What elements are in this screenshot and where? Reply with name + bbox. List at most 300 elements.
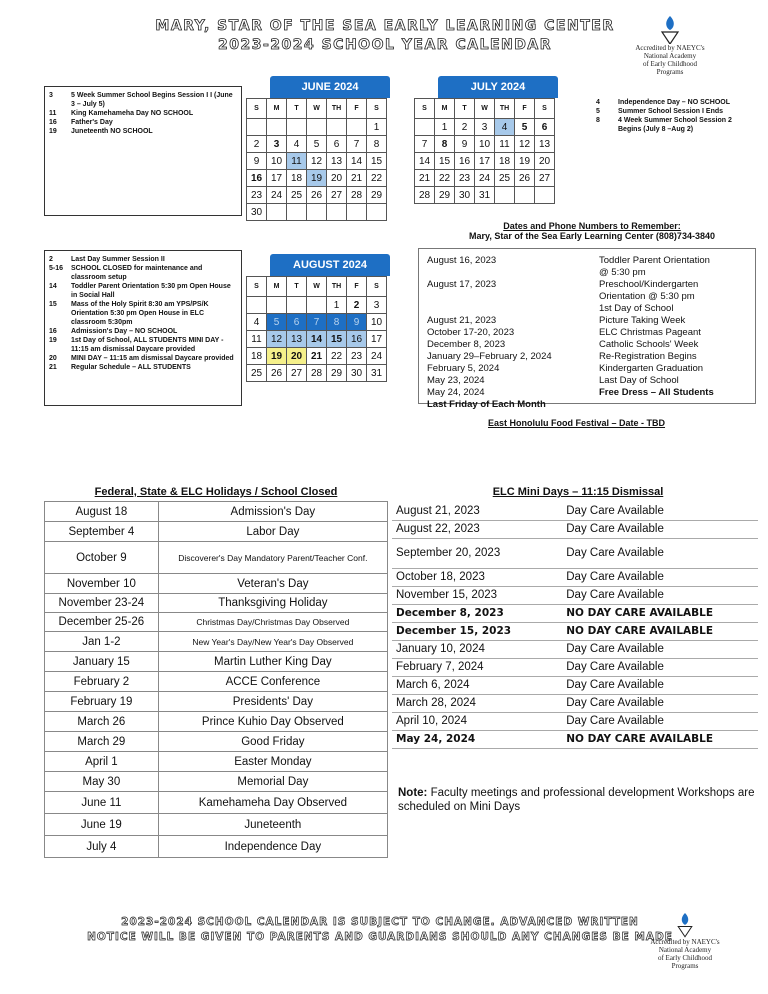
mini-day-row bbox=[392, 568, 758, 586]
july-calendar bbox=[414, 76, 558, 204]
day-cell: 14 bbox=[347, 153, 367, 170]
note-date: 16 bbox=[49, 119, 57, 126]
day-cell: 25 bbox=[287, 187, 307, 204]
note-date: 2 bbox=[49, 256, 53, 263]
day-cell: 12 bbox=[307, 153, 327, 170]
holiday-row bbox=[45, 672, 388, 692]
note-date: 4 bbox=[596, 99, 600, 106]
dates-right-column bbox=[599, 255, 755, 399]
day-cell: 11 bbox=[247, 331, 267, 348]
note-item bbox=[596, 107, 752, 116]
weekday-header: S bbox=[367, 277, 387, 297]
day-cell bbox=[327, 119, 347, 136]
august-calendar bbox=[246, 254, 390, 382]
holiday-date: February 19 bbox=[45, 692, 159, 712]
note-date: 5 bbox=[596, 108, 600, 115]
mini-day-row bbox=[392, 640, 758, 658]
date-entry: August 21, 2023 bbox=[427, 315, 497, 326]
day-cell: 23 bbox=[455, 170, 475, 187]
date-entry: Catholic Schools' Week bbox=[599, 339, 699, 350]
note-date: 20 bbox=[49, 355, 57, 362]
day-cell bbox=[367, 204, 387, 221]
daycare-status: Day Care Available bbox=[544, 712, 758, 730]
day-cell: 24 bbox=[475, 170, 495, 187]
holiday-row bbox=[45, 652, 388, 672]
july-notes bbox=[592, 94, 756, 214]
day-cell: 14 bbox=[415, 153, 435, 170]
holiday-row bbox=[45, 574, 388, 594]
holiday-name: Discoverer's Day Mandatory Parent/Teacher Conf. bbox=[158, 542, 387, 574]
holiday-name: Easter Monday bbox=[158, 752, 387, 772]
day-cell bbox=[535, 187, 555, 204]
note-item bbox=[49, 118, 237, 127]
mini-days-table bbox=[392, 502, 758, 749]
day-cell: 3 bbox=[267, 136, 287, 153]
june-notes bbox=[44, 86, 242, 216]
holiday-row bbox=[45, 613, 388, 632]
note-text: King Kamehameha Day NO SCHOOL bbox=[71, 110, 194, 117]
mini-day-row bbox=[392, 604, 758, 622]
note-text: 5 Week Summer School Begins Session I I (June 3 – July 5) bbox=[71, 92, 233, 108]
date-entry: May 24, 2024 bbox=[427, 387, 485, 398]
day-cell: 19 bbox=[307, 170, 327, 187]
day-cell bbox=[327, 204, 347, 221]
august-header: AUGUST 2024 bbox=[270, 254, 390, 276]
date-entry bbox=[427, 291, 597, 303]
weekday-header: F bbox=[347, 99, 367, 119]
note-text: Independence Day – NO SCHOOL bbox=[618, 99, 731, 106]
weekday-header: S bbox=[247, 99, 267, 119]
date-entry: ELC Christmas Pageant bbox=[599, 327, 701, 338]
day-cell bbox=[287, 119, 307, 136]
mini-day-date: March 28, 2024 bbox=[392, 694, 544, 712]
date-entry: 1st Day of School bbox=[599, 303, 674, 314]
daycare-status: Day Care Available bbox=[544, 586, 758, 604]
holiday-row bbox=[45, 632, 388, 652]
day-cell: 30 bbox=[347, 365, 367, 382]
mini-day-date: October 18, 2023 bbox=[392, 568, 544, 586]
holiday-date: Jan 1-2 bbox=[45, 632, 159, 652]
daycare-status: NO DAY CARE AVAILABLE bbox=[544, 604, 758, 622]
day-cell: 2 bbox=[247, 136, 267, 153]
june-calendar bbox=[246, 76, 390, 221]
mini-day-date: March 6, 2024 bbox=[392, 676, 544, 694]
daycare-status: Day Care Available bbox=[544, 658, 758, 676]
day-cell: 7 bbox=[307, 314, 327, 331]
note-date: 14 bbox=[49, 283, 57, 290]
day-cell: 5 bbox=[307, 136, 327, 153]
holiday-name: Kamehameha Day Observed bbox=[158, 792, 387, 814]
day-cell: 5 bbox=[267, 314, 287, 331]
school-name: MARY, STAR OF THE SEA EARLY LEARNING CENTER bbox=[155, 18, 615, 34]
day-cell: 30 bbox=[455, 187, 475, 204]
day-cell: 17 bbox=[267, 170, 287, 187]
day-cell: 15 bbox=[367, 153, 387, 170]
day-cell: 9 bbox=[247, 153, 267, 170]
mini-day-row bbox=[392, 502, 758, 520]
holiday-date: January 15 bbox=[45, 652, 159, 672]
day-cell: 20 bbox=[327, 170, 347, 187]
holiday-date: December 25-26 bbox=[45, 613, 159, 632]
day-cell bbox=[247, 297, 267, 314]
date-entry: October 17-20, 2023 bbox=[427, 327, 515, 338]
holiday-row bbox=[45, 522, 388, 542]
day-cell: 12 bbox=[515, 136, 535, 153]
note-text: Last Day Summer Session II bbox=[71, 256, 165, 263]
day-cell bbox=[347, 119, 367, 136]
date-entry: Last Friday of Each Month bbox=[427, 399, 546, 410]
torch-icon bbox=[650, 14, 690, 44]
note-item bbox=[596, 116, 752, 134]
day-cell: 4 bbox=[247, 314, 267, 331]
mini-days-title: ELC Mini Days – 11:15 Dismissal bbox=[492, 486, 664, 498]
mini-day-date: February 7, 2024 bbox=[392, 658, 544, 676]
day-cell: 17 bbox=[475, 153, 495, 170]
day-cell: 22 bbox=[367, 170, 387, 187]
holiday-name: Labor Day bbox=[158, 522, 387, 542]
note-date: 21 bbox=[49, 364, 57, 371]
day-cell: 22 bbox=[327, 348, 347, 365]
note-date: 3 bbox=[49, 92, 53, 99]
date-entry: Last Day of School bbox=[599, 375, 679, 386]
date-entry: January 29–February 2, 2024 bbox=[427, 351, 552, 362]
august-notes bbox=[44, 250, 242, 406]
note-item bbox=[596, 98, 752, 107]
day-cell: 1 bbox=[435, 119, 455, 136]
mini-day-row bbox=[392, 676, 758, 694]
mini-day-date: April 10, 2024 bbox=[392, 712, 544, 730]
mini-day-date: September 20, 2023 bbox=[392, 538, 544, 568]
note-text: Summer School Session I Ends bbox=[618, 108, 724, 115]
july-grid bbox=[414, 98, 555, 204]
holiday-date: June 19 bbox=[45, 814, 159, 836]
day-cell bbox=[247, 119, 267, 136]
weekday-header: S bbox=[535, 99, 555, 119]
daycare-status: Day Care Available bbox=[544, 502, 758, 520]
day-cell: 7 bbox=[415, 136, 435, 153]
note-text: Mass of the Holy Spirit 8:30 am YPS/PS/K Orientation 5:30 pm Open House in ELC classroom 5:30pm bbox=[71, 301, 209, 326]
weekday-header: M bbox=[267, 277, 287, 297]
weekday-header: F bbox=[347, 277, 367, 297]
holiday-date: June 11 bbox=[45, 792, 159, 814]
day-cell: 6 bbox=[535, 119, 555, 136]
mini-day-row bbox=[392, 622, 758, 640]
day-cell: 21 bbox=[415, 170, 435, 187]
dates-heading: Dates and Phone Numbers to Remember: Mary, Star of the Sea Early Learning Center (808)734-3840 bbox=[469, 221, 715, 241]
holiday-name: Prince Kuhio Day Observed bbox=[158, 712, 387, 732]
day-cell: 24 bbox=[367, 348, 387, 365]
note-text: 1st Day of School, ALL STUDENTS MINI DAY - 11:15 am dismissal Daycare provided bbox=[71, 337, 224, 353]
weekday-header: TH bbox=[327, 277, 347, 297]
day-cell: 7 bbox=[347, 136, 367, 153]
day-cell bbox=[515, 187, 535, 204]
daycare-status: Day Care Available bbox=[544, 520, 758, 538]
day-cell: 11 bbox=[495, 136, 515, 153]
holiday-row bbox=[45, 732, 388, 752]
weekday-header: T bbox=[287, 277, 307, 297]
day-cell: 29 bbox=[367, 187, 387, 204]
day-cell bbox=[307, 297, 327, 314]
day-cell: 8 bbox=[327, 314, 347, 331]
holiday-date: April 1 bbox=[45, 752, 159, 772]
day-cell: 22 bbox=[435, 170, 455, 187]
weekday-header: TH bbox=[327, 99, 347, 119]
note-text: Regular Schedule – ALL STUDENTS bbox=[71, 364, 191, 371]
day-cell: 26 bbox=[267, 365, 287, 382]
naeyc-logo-footer: Accredited by NAEYC's National Academy of Early Childhood Programs bbox=[625, 910, 745, 970]
holiday-date: August 18 bbox=[45, 502, 159, 522]
mini-day-date: December 15, 2023 bbox=[392, 622, 544, 640]
note-text: Juneteenth NO SCHOOL bbox=[71, 128, 153, 135]
daycare-status: Day Care Available bbox=[544, 568, 758, 586]
june-header: JUNE 2024 bbox=[270, 76, 390, 98]
dates-to-remember bbox=[418, 248, 756, 410]
note-text: Father's Day bbox=[71, 119, 113, 126]
day-cell: 8 bbox=[435, 136, 455, 153]
day-cell: 29 bbox=[435, 187, 455, 204]
holidays-table bbox=[44, 501, 388, 858]
note-item bbox=[49, 282, 237, 300]
date-entry: Toddler Parent Orientation bbox=[599, 255, 710, 266]
holiday-row bbox=[45, 502, 388, 522]
holiday-name: Veteran's Day bbox=[158, 574, 387, 594]
date-entry: Orientation @ 5:30 pm bbox=[599, 291, 695, 302]
date-entry: Re-Registration Begins bbox=[599, 351, 697, 362]
weekday-header: T bbox=[455, 99, 475, 119]
day-cell: 2 bbox=[347, 297, 367, 314]
day-cell: 28 bbox=[347, 187, 367, 204]
date-entry: May 23, 2024 bbox=[427, 375, 485, 386]
day-cell: 18 bbox=[287, 170, 307, 187]
weekday-header: W bbox=[475, 99, 495, 119]
day-cell: 6 bbox=[327, 136, 347, 153]
holiday-name: Independence Day bbox=[158, 836, 387, 858]
day-cell: 19 bbox=[267, 348, 287, 365]
note-item bbox=[49, 264, 237, 282]
day-cell: 1 bbox=[327, 297, 347, 314]
holiday-name: Memorial Day bbox=[158, 772, 387, 792]
holiday-row bbox=[45, 814, 388, 836]
note-item bbox=[49, 91, 237, 109]
day-cell: 30 bbox=[247, 204, 267, 221]
holiday-row bbox=[45, 792, 388, 814]
note-item bbox=[49, 354, 237, 363]
day-cell: 15 bbox=[435, 153, 455, 170]
calendar-year-title: 2023-2024 SCHOOL YEAR CALENDAR bbox=[217, 37, 553, 53]
day-cell: 28 bbox=[307, 365, 327, 382]
mini-day-date: August 22, 2023 bbox=[392, 520, 544, 538]
day-cell: 9 bbox=[455, 136, 475, 153]
day-cell: 10 bbox=[367, 314, 387, 331]
weekday-header: W bbox=[307, 99, 327, 119]
day-cell: 17 bbox=[367, 331, 387, 348]
naeyc-logo: Accredited by NAEYC's National Academy of Early Childhood Programs bbox=[605, 14, 735, 76]
mini-day-row bbox=[392, 694, 758, 712]
note-item bbox=[49, 127, 237, 136]
holiday-name: Good Friday bbox=[158, 732, 387, 752]
holiday-date: July 4 bbox=[45, 836, 159, 858]
note-item bbox=[49, 363, 237, 372]
day-cell: 31 bbox=[475, 187, 495, 204]
holiday-name: Thanksgiving Holiday bbox=[158, 594, 387, 613]
day-cell: 28 bbox=[415, 187, 435, 204]
holiday-name: ACCE Conference bbox=[158, 672, 387, 692]
day-cell: 18 bbox=[495, 153, 515, 170]
day-cell: 14 bbox=[307, 331, 327, 348]
dates-left-column bbox=[427, 255, 597, 411]
day-cell: 16 bbox=[247, 170, 267, 187]
holiday-date: February 2 bbox=[45, 672, 159, 692]
day-cell: 8 bbox=[367, 136, 387, 153]
day-cell bbox=[267, 297, 287, 314]
holiday-date: September 4 bbox=[45, 522, 159, 542]
day-cell: 13 bbox=[327, 153, 347, 170]
note-item bbox=[49, 300, 237, 327]
day-cell: 3 bbox=[475, 119, 495, 136]
day-cell: 23 bbox=[247, 187, 267, 204]
mini-days-note: Note: Faculty meetings and professional development Workshops are scheduled on Mini Days bbox=[398, 787, 755, 813]
note-item bbox=[49, 336, 237, 354]
day-cell: 9 bbox=[347, 314, 367, 331]
day-cell bbox=[347, 204, 367, 221]
day-cell bbox=[287, 204, 307, 221]
note-date: 19 bbox=[49, 128, 57, 135]
day-cell: 21 bbox=[347, 170, 367, 187]
date-entry: August 16, 2023 bbox=[427, 255, 497, 266]
day-cell: 5 bbox=[515, 119, 535, 136]
holiday-row bbox=[45, 836, 388, 858]
holiday-row bbox=[45, 542, 388, 574]
mini-day-date: May 24, 2024 bbox=[392, 730, 544, 748]
day-cell bbox=[267, 119, 287, 136]
holiday-date: March 26 bbox=[45, 712, 159, 732]
note-date: 15 bbox=[49, 301, 57, 308]
date-entry: February 5, 2024 bbox=[427, 363, 500, 374]
day-cell: 16 bbox=[455, 153, 475, 170]
holiday-name: Christmas Day/Christmas Day Observed bbox=[158, 613, 387, 632]
mini-day-row bbox=[392, 658, 758, 676]
day-cell bbox=[287, 297, 307, 314]
july-header: JULY 2024 bbox=[438, 76, 558, 98]
day-cell: 4 bbox=[495, 119, 515, 136]
june-grid bbox=[246, 98, 387, 221]
note-date: 8 bbox=[596, 117, 600, 124]
date-entry: Free Dress – All Students bbox=[599, 387, 714, 398]
weekday-header: S bbox=[247, 277, 267, 297]
day-cell: 1 bbox=[367, 119, 387, 136]
mini-day-row bbox=[392, 586, 758, 604]
daycare-status: NO DAY CARE AVAILABLE bbox=[544, 730, 758, 748]
date-entry bbox=[427, 267, 597, 279]
holiday-date: October 9 bbox=[45, 542, 159, 574]
note-date: 5-16 bbox=[49, 265, 64, 272]
date-entry: August 17, 2023 bbox=[427, 279, 497, 290]
day-cell: 10 bbox=[475, 136, 495, 153]
holiday-date: November 23-24 bbox=[45, 594, 159, 613]
day-cell bbox=[495, 187, 515, 204]
note-item bbox=[49, 327, 237, 336]
holiday-name: Juneteenth bbox=[158, 814, 387, 836]
note-text: 4 Week Summer School Session 2 Begins (July 8 –Aug 2) bbox=[618, 117, 732, 133]
day-cell: 27 bbox=[327, 187, 347, 204]
day-cell: 15 bbox=[327, 331, 347, 348]
date-entry: @ 5:30 pm bbox=[599, 267, 646, 278]
day-cell: 6 bbox=[287, 314, 307, 331]
calendar-title bbox=[150, 18, 620, 53]
august-grid bbox=[246, 276, 387, 382]
note-text: Admission's Day – NO SCHOOL bbox=[71, 328, 178, 335]
day-cell: 29 bbox=[327, 365, 347, 382]
holiday-row bbox=[45, 752, 388, 772]
holiday-name: Presidents' Day bbox=[158, 692, 387, 712]
note-text: Toddler Parent Orientation 5:30 pm Open House in Social Hall bbox=[71, 283, 231, 299]
day-cell: 10 bbox=[267, 153, 287, 170]
day-cell: 21 bbox=[307, 348, 327, 365]
holiday-row bbox=[45, 772, 388, 792]
holiday-name: New Year's Day/New Year's Day Observed bbox=[158, 632, 387, 652]
holiday-row bbox=[45, 712, 388, 732]
holiday-date: May 30 bbox=[45, 772, 159, 792]
holiday-name: Martin Luther King Day bbox=[158, 652, 387, 672]
day-cell: 27 bbox=[287, 365, 307, 382]
date-entry: Preschool/Kindergarten bbox=[599, 279, 699, 290]
note-date: 11 bbox=[49, 110, 57, 117]
weekday-header: T bbox=[287, 99, 307, 119]
holiday-date: November 10 bbox=[45, 574, 159, 594]
daycare-status: Day Care Available bbox=[544, 538, 758, 568]
daycare-status: Day Care Available bbox=[544, 640, 758, 658]
note-text: MINI DAY – 11:15 am dismissal Daycare provided bbox=[71, 355, 234, 362]
weekday-header: W bbox=[307, 277, 327, 297]
mini-day-date: August 21, 2023 bbox=[392, 502, 544, 520]
holiday-date: March 29 bbox=[45, 732, 159, 752]
day-cell: 13 bbox=[535, 136, 555, 153]
weekday-header: S bbox=[367, 99, 387, 119]
day-cell: 27 bbox=[535, 170, 555, 187]
weekday-header: TH bbox=[495, 99, 515, 119]
day-cell: 23 bbox=[347, 348, 367, 365]
weekday-header: M bbox=[267, 99, 287, 119]
day-cell: 24 bbox=[267, 187, 287, 204]
note-text: SCHOOL CLOSED for maintenance and classroom setup bbox=[71, 265, 203, 281]
weekday-header: M bbox=[435, 99, 455, 119]
mini-day-row bbox=[392, 730, 758, 748]
day-cell: 20 bbox=[287, 348, 307, 365]
day-cell bbox=[415, 119, 435, 136]
day-cell bbox=[307, 119, 327, 136]
day-cell bbox=[267, 204, 287, 221]
holiday-row bbox=[45, 594, 388, 613]
note-date: 16 bbox=[49, 328, 57, 335]
day-cell: 19 bbox=[515, 153, 535, 170]
day-cell: 26 bbox=[307, 187, 327, 204]
daycare-status: NO DAY CARE AVAILABLE bbox=[544, 622, 758, 640]
mini-day-date: January 10, 2024 bbox=[392, 640, 544, 658]
day-cell: 31 bbox=[367, 365, 387, 382]
daycare-status: Day Care Available bbox=[544, 694, 758, 712]
day-cell: 18 bbox=[247, 348, 267, 365]
food-festival-notice: East Honolulu Food Festival – Date - TBD bbox=[488, 418, 666, 428]
torch-icon bbox=[668, 910, 702, 938]
day-cell: 25 bbox=[495, 170, 515, 187]
daycare-status: Day Care Available bbox=[544, 676, 758, 694]
day-cell: 13 bbox=[287, 331, 307, 348]
day-cell: 26 bbox=[515, 170, 535, 187]
weekday-header: S bbox=[415, 99, 435, 119]
holiday-row bbox=[45, 692, 388, 712]
note-item bbox=[49, 255, 237, 264]
note-item bbox=[49, 109, 237, 118]
